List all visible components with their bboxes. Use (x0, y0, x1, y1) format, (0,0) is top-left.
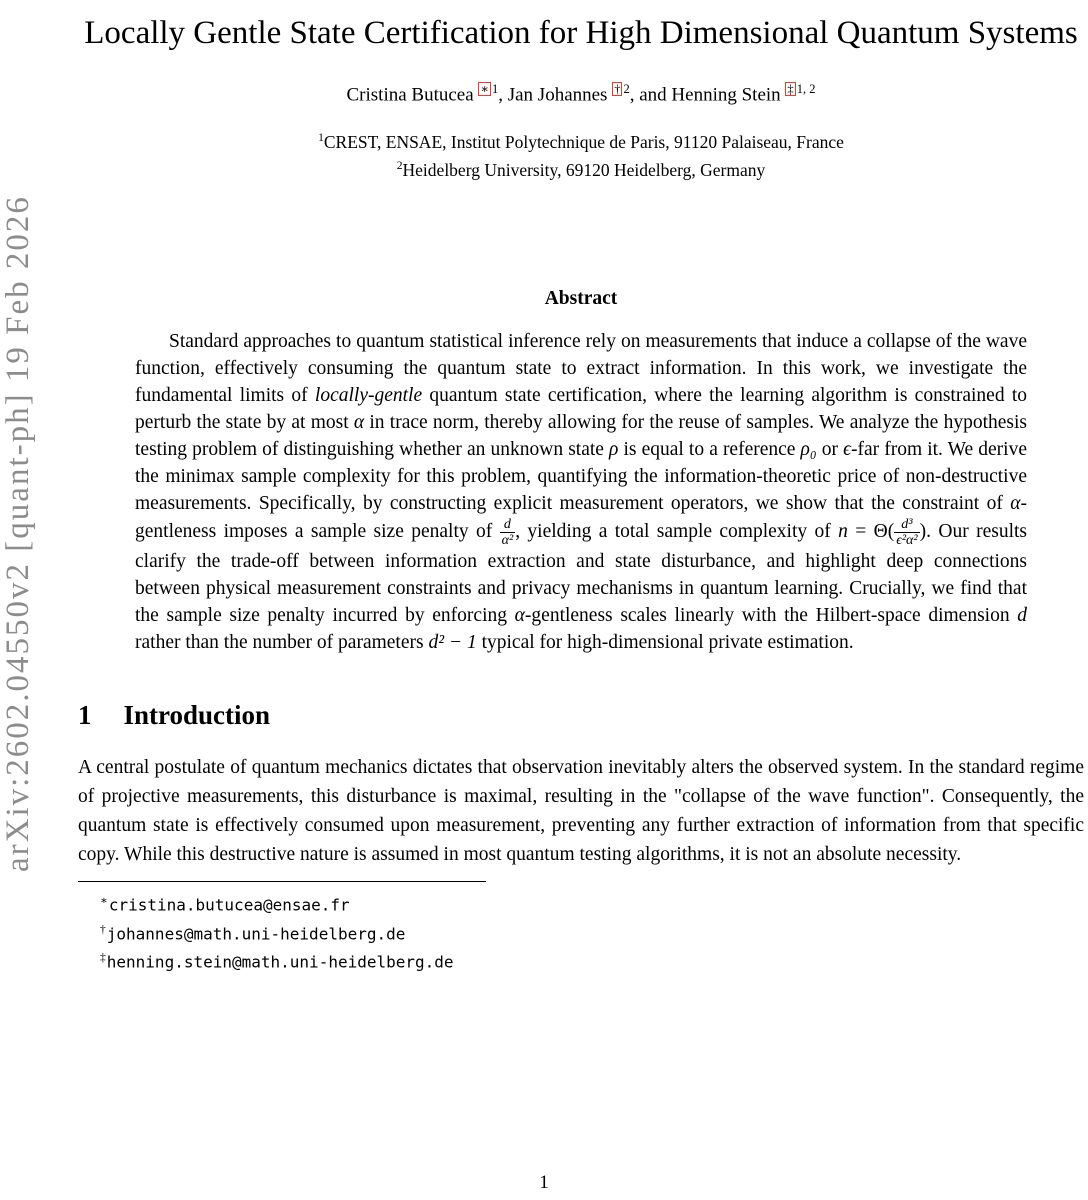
footnote-rule (78, 881, 486, 882)
text-run-italic: locally-gentle (314, 384, 423, 406)
text-run: -far from it. We derive the minimax sample complexity for this problem, quantifying the information-theoretic price of non-destructive measurements. Specifically, by constructing explicit measurement operators, we show that the constraint of (135, 438, 1027, 514)
author-line (78, 82, 1084, 106)
footnote-link-star[interactable]: ∗ (480, 81, 489, 96)
math-d: d (1017, 605, 1027, 627)
footnote-link-ddagger[interactable]: ‡ (787, 81, 794, 96)
footnote-item-3 (100, 946, 1084, 974)
abstract-heading: Abstract (544, 287, 618, 309)
author-marker-1 (478, 82, 498, 96)
math-alpha: α (514, 605, 525, 627)
fraction-numerator: d (500, 517, 516, 533)
text-run: -gentleness imposes a sample size penalty of (135, 492, 1027, 542)
author-marker-3 (785, 82, 815, 96)
affiliation-1-sup: 1 (318, 132, 324, 145)
section-title: Introduction (123, 700, 271, 731)
intro-paragraph: A central postulate of quantum mechanics dictates that observation inevitably alters the observed system. In the standard regime of projective measurements, this disturbance is maximal, resulting in the "collapse of the wave function". Consequently, the quantum state is effectively consumed upon measurement, preventing any further extraction of information from that specific copy. While this destructive nature is assumed in most quantum testing algorithms, it is not an absolute necessity. (78, 757, 1084, 866)
author-name-3: Henning Stein (671, 83, 786, 105)
text-run: quantum state certification, where the learning algorithm is constrained to perturb the state by at most (135, 384, 1027, 433)
math-theta-open: = Θ( (847, 521, 895, 542)
text-run: , yielding a total sample complexity of (515, 521, 839, 542)
footnote-item-2 (100, 918, 1084, 946)
fraction-numerator: d³ (894, 517, 919, 533)
affil-ref-2: 2 (623, 81, 630, 96)
affiliation-2-sup: 2 (396, 160, 403, 173)
footnote-marker-star: ∗ (100, 895, 108, 908)
fraction-denominator: α² (501, 532, 514, 549)
page-content (78, 0, 1084, 974)
math-alpha: α (1010, 492, 1021, 514)
affil-ref-3: 1, 2 (796, 81, 816, 96)
text-run: -gentleness scales linearly with the Hilbert-space dimension (524, 605, 1018, 627)
author-marker-2 (612, 82, 630, 96)
text-run: ). Our results clarify the trade-off between information extraction and state disturbance, and highlight deep connections between physical measurement constraints and privacy mechanisms in quantum learning. Crucially, we find that the sample size penalty incurred by enforcing (135, 521, 1027, 627)
section-heading-introduction (78, 700, 1084, 731)
affiliation-2-text: Heidelberg University, 69120 Heidelberg, Germany (402, 159, 766, 180)
arxiv-watermark: arXiv:2602.04550v2 [quant-ph] 19 Feb 2026 (0, 195, 36, 872)
inline-fraction-complexity (894, 517, 919, 548)
email-link-1[interactable]: cristina.butucea@ensae.fr (108, 895, 350, 915)
math-d-squared-minus-one: d² − 1 (428, 632, 477, 654)
email-link-2[interactable]: johannes@math.uni-heidelberg.de (106, 923, 406, 943)
author-name-2: Jan Johannes (507, 83, 613, 105)
affiliations (78, 128, 1084, 184)
author-name-1: Cristina Butucea (346, 83, 479, 105)
abstract-text (135, 328, 1027, 656)
text-run: in trace norm, thereby allowing for the reuse of samples. We analyze the hypothesis testing problem of distinguishing whether an unknown state (135, 411, 1027, 460)
section-number: 1 (78, 700, 92, 731)
page-number: 1 (539, 1172, 549, 1193)
paper-title: Locally Gentle State Certification for High Dimensional Quantum Systems (84, 15, 1078, 51)
text-run: Standard approaches to quantum statistical inference rely on measurements that induce a collapse of the wave function, effectively consuming the quantum state to extract information. In this work, we investigate the fundamental limits of (135, 330, 1027, 406)
author-separator: , (498, 83, 508, 105)
affiliation-2 (78, 156, 1084, 184)
affil-ref-1: 1 (491, 81, 499, 96)
footnote-marker-dagger: † (100, 923, 106, 936)
affiliation-1-text: CREST, ENSAE, Institut Polytechnique de Paris, 91120 Palaiseau, France (323, 131, 844, 152)
text-run: is equal to a reference (618, 438, 801, 460)
math-epsilon: ϵ (843, 438, 851, 460)
fraction-denominator: ϵ²α² (896, 532, 918, 549)
math-rho-zero: ρ₀ (800, 438, 817, 460)
math-rho: ρ (609, 438, 619, 460)
footnote-link-dagger[interactable]: † (614, 81, 621, 96)
affiliation-1 (78, 128, 1084, 156)
footnotes (78, 881, 1084, 974)
math-alpha: α (353, 411, 365, 433)
math-n: n (838, 521, 848, 542)
text-run: rather than the number of parameters (135, 632, 429, 654)
footnote-marker-ddagger: ‡ (100, 951, 106, 964)
inline-fraction-penalty (500, 517, 516, 548)
email-link-3[interactable]: henning.stein@math.uni-heidelberg.de (106, 952, 454, 972)
author-separator: , and (629, 83, 672, 105)
footnote-item-1 (100, 889, 1084, 917)
text-run: typical for high-dimensional private estimation. (476, 632, 854, 654)
text-run: or (816, 438, 844, 460)
